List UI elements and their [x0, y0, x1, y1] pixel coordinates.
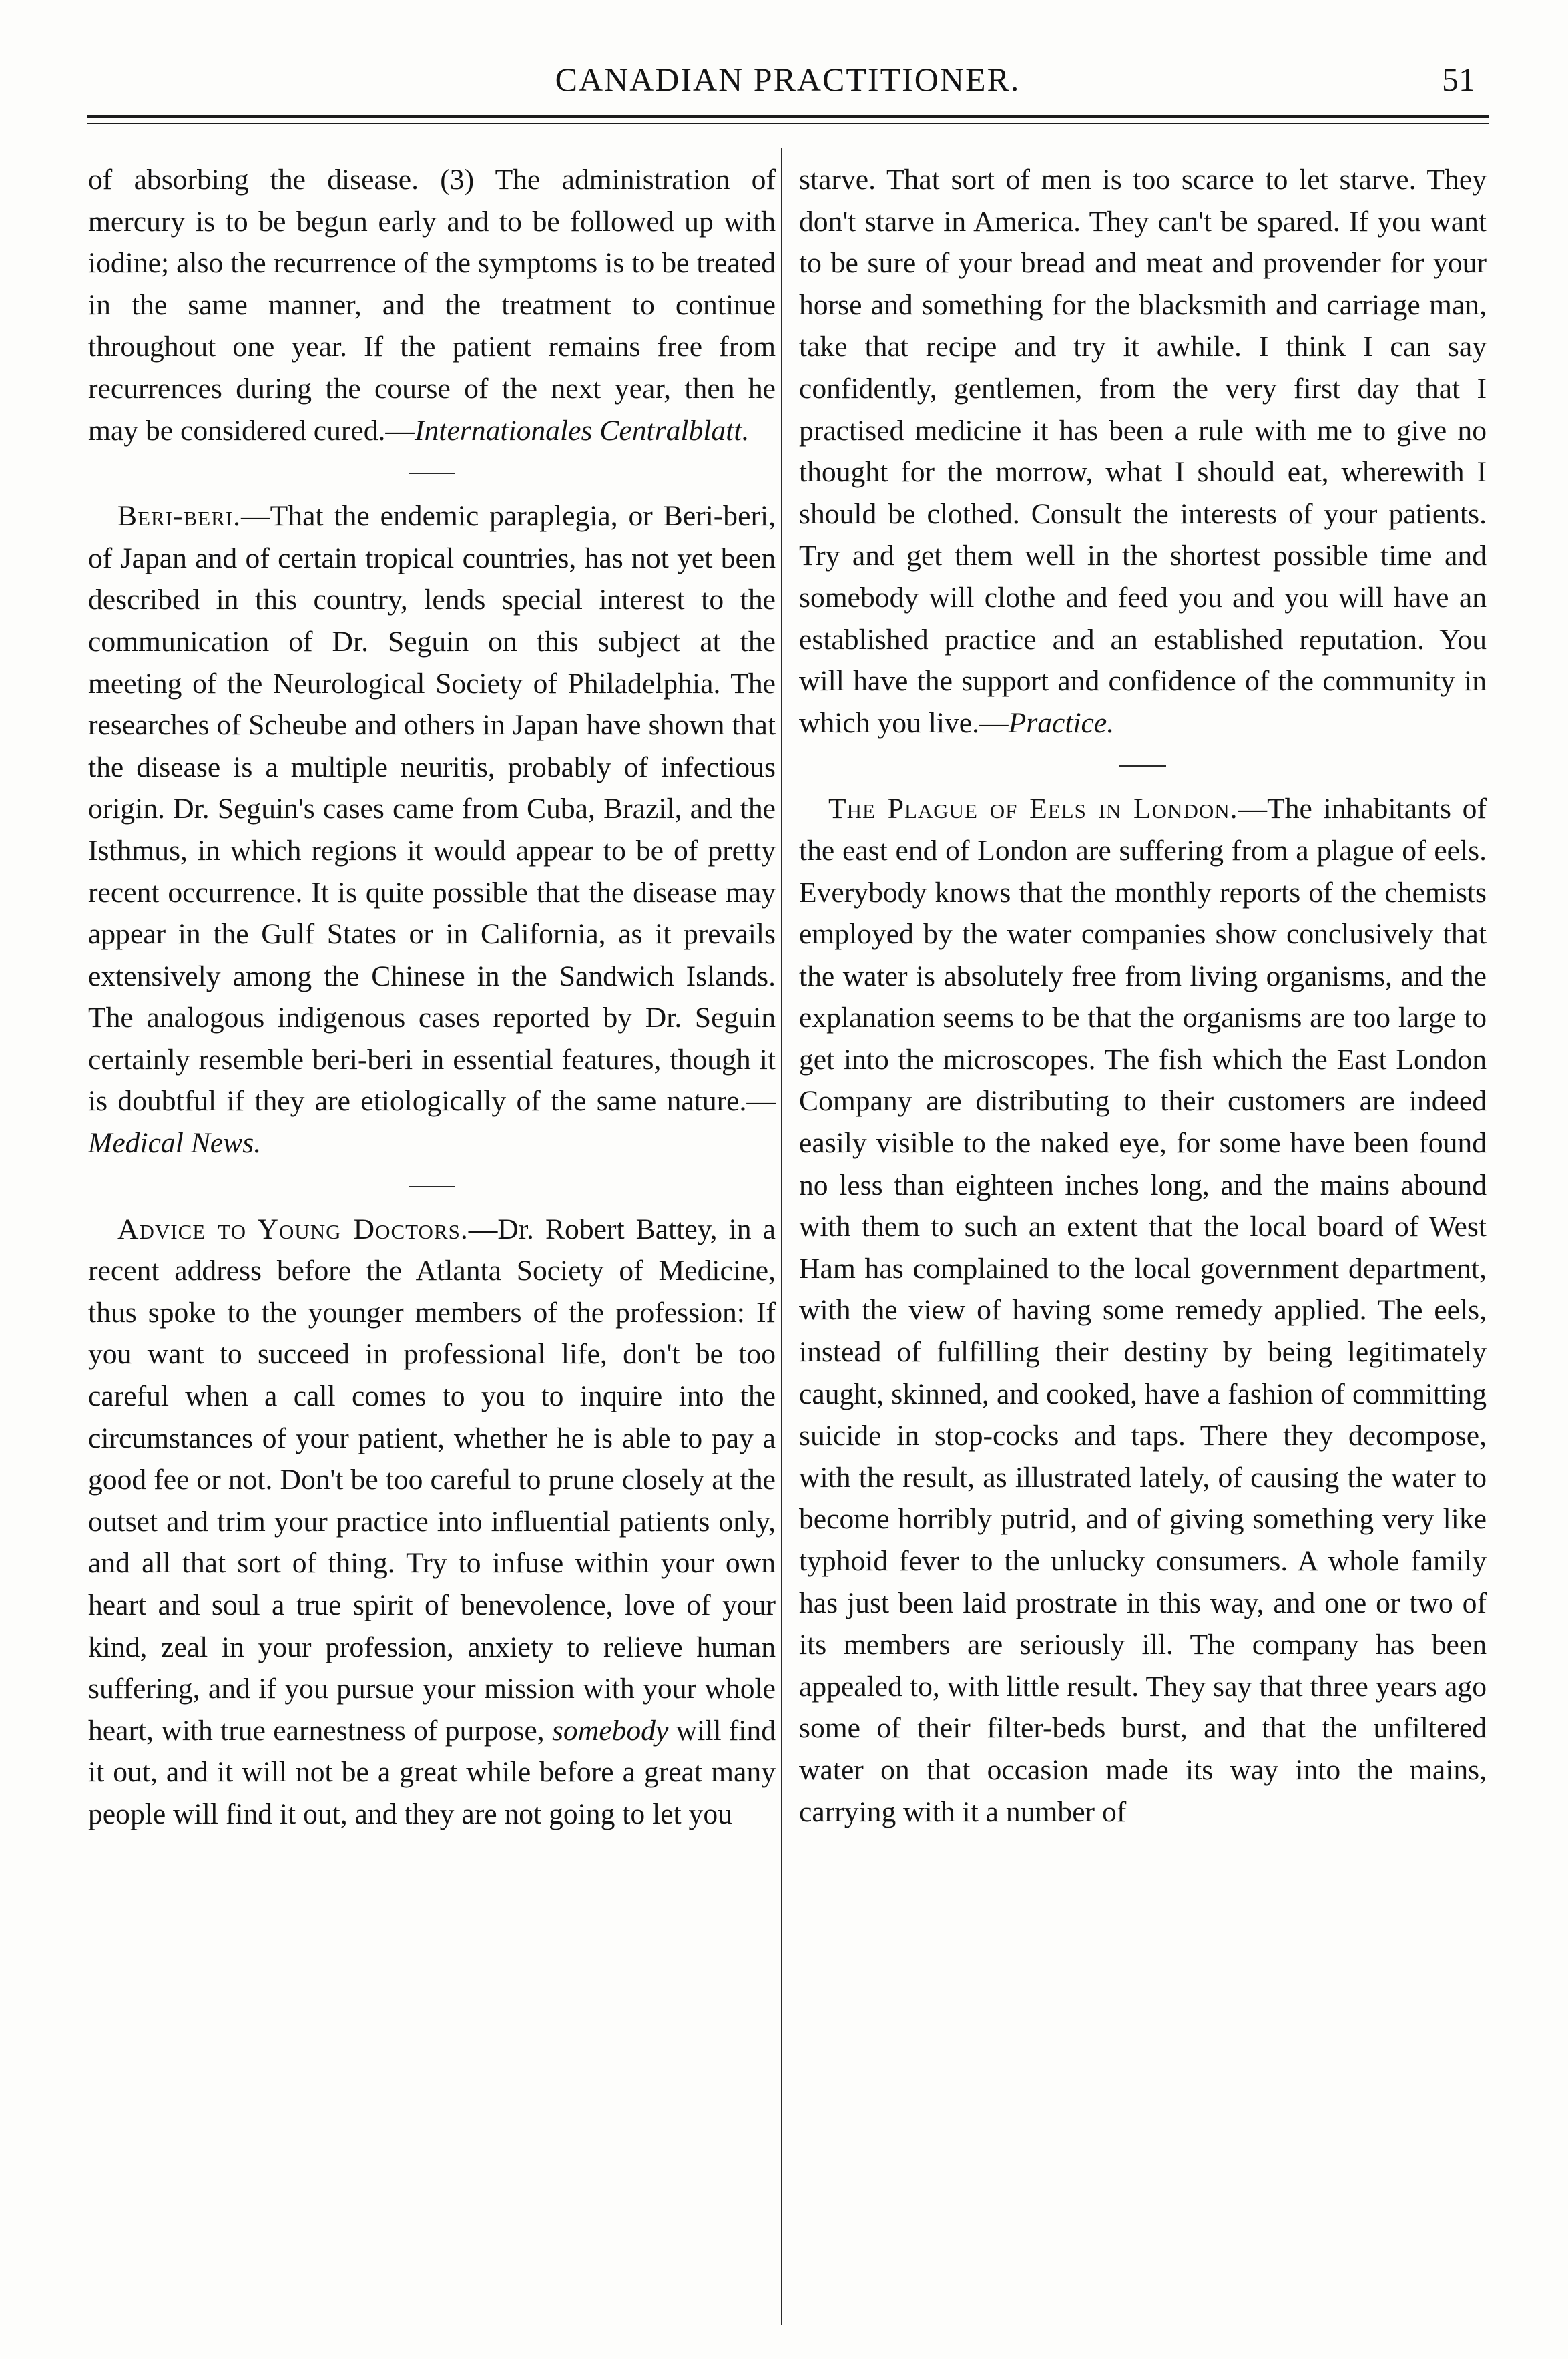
article-heading: Beri-beri. [117, 500, 242, 533]
article-heading: Advice to Young Doctors. [117, 1213, 469, 1245]
emphasis-word: somebody [551, 1714, 669, 1747]
article-advice-young-doctors [88, 1209, 776, 1836]
running-head [87, 60, 1489, 107]
left-column [88, 159, 776, 2302]
article-text: —That the endemic paraplegia, or Beri-beri, of Japan and of certain tropical countries, has not yet been described in this country, lends special interest to the communication of Dr. Seguin on this subject at the meeting of the Neurological Society of Philadelphia. The researches of Scheube and others in Japan have shown that the disease is a multiple neuritis, probably of infectious origin. Dr. Seguin's cases came from Cuba, Brazil, and the Isthmus, in which regions it would appear to be of pretty recent occurrence. It is quite possible that the disease may appear in the Gulf States or in California, as it prevails extensively among the Chinese in the Sandwich Islands. The analogous indigenous cases reported by Dr. Seguin certainly resemble beri-beri in essential features, though it is doubtful if they are etiologically of the same nature.— [88, 500, 776, 1118]
page-number: 51 [1442, 61, 1475, 98]
article-text: —The inhabitants of the east end of London are suffering from a plague of eels. Everybody knows that the monthly reports of the chemists employed by the water companies show conclusively that the water is absolutely free from living organisms, and the explanation seems to be that the organisms are too large to get into the microscopes. The fish which the East London Company are distributing to their customers are indeed easily visible to the naked eye, for some have been found no less than eighteen inches long, and the mains abound with them to such an extent that the local board of West Ham has complained to the local government department, with the view of having some remedy applied. The eels, instead of fulfilling their destiny by being legitimately caught, skinned, and cooked, have a fashion of committing suicide in stop-cocks and taps. There they decompose, with the result, as illustrated lately, of causing the water to become horribly putrid, and of giving something very like typhoid fever to the unlucky consumers. A whole family has just been laid prostrate in this way, and one or two of its members are seriously ill. The company has been appealed to, with little result. They say that three years ago some of their filter-beds burst, and that the unfiltered water on that occasion made its way into the mains, carrying with it a number of [799, 793, 1487, 1828]
header-rule-thick [87, 115, 1489, 118]
source-citation: Medical News. [88, 1127, 262, 1160]
article-plague-of-eels [799, 788, 1487, 1833]
running-title: CANADIAN PRACTITIONER. [555, 61, 1021, 98]
article-beriberi [88, 495, 776, 1164]
article-text-continued: will find it out, and it will not be a great while before a great many people will find it out, and they are not going to let you [88, 1714, 776, 1830]
section-separator [409, 473, 455, 474]
article-text: —Dr. Robert Battey, in a recent address before the Atlanta Society of Medicine, thus spoke to the younger members of the profession: If you want to succeed in professional life, don't be too careful when a call comes to you to inquire into the circumstances of your patient, whether he is able to pay a good fee or not. Don't be too careful to prune closely at the outset and trim your practice into influential patients only, and all that sort of thing. Try to infuse within your own heart and soul a true spirit of benevolence, love of your kind, zeal in your profession, anxiety to relieve human suffering, and if you pursue your mission with your whole heart, with true earnestness of purpose, [88, 1213, 776, 1747]
paragraph-text: starve. That sort of men is too scarce to let starve. They don't starve in America. They can't be spared. If you want to be sure of your bread and meat and provender for your horse and something for the blacksmith and carriage man, take that recipe and try it awhile. I think I can say confidently, gentlemen, from the very first day that I practised medicine it has been a rule with me to give no thought for the morrow, what I should eat, wherewith I should be clothed. Consult the interests of your patients. Try and get them well in the shortest possible time and somebody will clothe and feed you and you will have an established practice and an established reputation. You will have the support and confidence of the community in which you live.— [799, 164, 1487, 739]
section-separator [1119, 765, 1166, 767]
section-separator [409, 1186, 455, 1187]
right-column [799, 159, 1487, 2302]
source-citation: Practice. [1008, 706, 1115, 739]
paragraph-text: of absorbing the disease. (3) The administration of mercury is to be begun early and to be followed up with iodine; also the recurrence of the symptoms is to be treated in the same manner, and the treatment to continue throughout one year. If the patient remains free from recurrences during the course of the next year, then he may be considered cured.— [88, 164, 776, 447]
source-citation: Internationales Centralblatt. [415, 414, 750, 447]
article-heading: The Plague of Eels in London. [828, 793, 1238, 825]
paragraph-advice-continued [799, 159, 1487, 744]
paragraph-syphilis-continued [88, 159, 776, 451]
column-divider [781, 148, 782, 2325]
header-rule-thin [87, 123, 1489, 124]
